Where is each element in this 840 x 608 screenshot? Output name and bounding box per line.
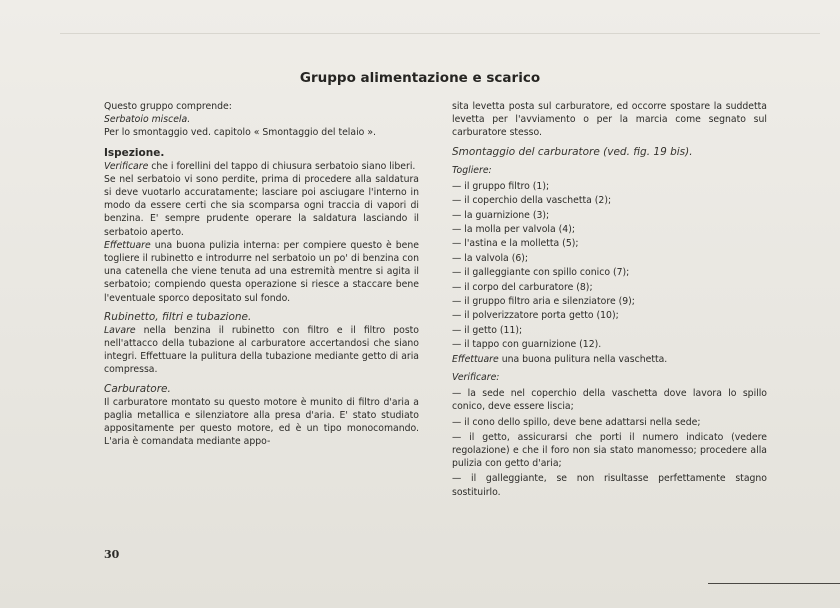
label-togliere: Togliere: [452,164,492,176]
heading-carburatore: Carburatore. [104,382,171,395]
left-column [104,100,419,448]
list-item: — il getto (11); [452,324,523,336]
top-shadow-line [60,33,820,34]
list-item: — il gruppo filtro (1); [452,180,550,192]
paragraph-perdite: Se nel serbatoio vi sono perdite, prima di procedere alla saldatura si deve vuotarlo accuratamente; lasciare poi asciugare l'interno in modo da essere certi che sia scomparsa ogni traccia di vapori di benzina. E' sempre prudente operare la saldatura lasciando il serbatoio aperto. [104,173,419,238]
list-item: — il getto, assicurarsi che porti il numero indicato (vedere regolazione) e che il foro non sia stato manomesso; procedere alla pulizia con getto d'aria; [452,431,767,470]
intro-line: Questo gruppo comprende: [104,101,232,112]
heading-ispezione: Ispezione. [104,146,165,159]
paragraph-continuation: sita levetta posta sul carburatore, ed occorre spostare la suddetta levetta per l'avviamento o per la marcia come segnato sul carburatore stesso. [452,101,767,139]
lead-word: Verificare [104,160,149,172]
page-title: Gruppo alimentazione e scarico [299,70,541,86]
intro-reference: Per lo smontaggio ved. capitolo « Smontaggio del telaio ». [104,127,376,139]
paragraph-effettuare [104,239,419,305]
list-item: — il cono dello spillo, deve bene adattarsi nella sede; [452,416,701,428]
list-item: — il corpo del carburatore (8); [452,281,593,293]
paragraph-lavare [104,324,419,377]
paragraph-text: una buona pulitura nella vaschetta. [498,353,668,365]
list-item: — il galleggiante con spillo conico (7); [452,267,630,279]
list-item: — il polverizzatore porta getto (10); [452,310,619,322]
paragraph-text: nella benzina il rubinetto con filtro e il filtro posto nell'attacco della tubazione al carburatore accertandosi che siano integri. Effettuare la pulitura della tubazione mediante getto di aria compressa. [104,324,419,376]
remove-list [452,180,767,353]
page-number: 30 [104,548,120,561]
list-item: — la sede nel coperchio della vaschetta dove lavora lo spillo conico, deve essere liscia; [452,388,767,413]
lead-word: Effettuare [452,353,499,365]
right-column [452,100,767,499]
lead-word: Effettuare [104,239,151,251]
heading-rubinetto: Rubinetto, filtri e tubazione. [104,310,252,323]
list-item: — il tappo con guarnizione (12). [452,339,602,351]
list-item: — la valvola (6); [452,252,528,264]
paragraph-text: che i forellini del tappo di chiusura serbatoio siano liberi. [148,160,416,172]
list-item: — la guarnizione (3); [452,209,550,221]
lead-word: Lavare [104,324,136,336]
bottom-rule [708,583,840,584]
paragraph-carburatore: Il carburatore montato su questo motore è munito di filtro d'aria a paglia metallica e silenziatore alla presa d'aria. E' stato studiato appositamente per questo motore, ed è un tipo monocomando. L'aria è comandata mediante appo- [104,396,419,448]
list-item: — la molla per valvola (4); [452,224,575,236]
paragraph-effettuare-pulitura [452,353,767,366]
list-item: — il galleggiante, se non risultasse perfettamente stagno sostituirlo. [452,473,767,498]
paragraph-text: una buona pulizia interna: per compiere questo è bene togliere il rubinetto e introdurre nel serbatoio un po' di benzina con una catenella che viene tenuta ad una estremità mentre si agita il serbatoio; compiendo questa operazione si riesce a staccare bene l'eventuale sporco depositato sul fondo. [104,239,419,304]
intro-item: Serbatoio miscela. [104,114,191,126]
list-item: — il gruppo filtro aria e silenziatore (9); [452,296,635,308]
check-list [452,387,767,499]
label-verificare: Verificare: [452,371,500,383]
paragraph-verificare [104,160,419,173]
heading-smontaggio: Smontaggio del carburatore (ved. fig. 19 bis). [452,145,693,158]
list-item: — il coperchio della vaschetta (2); [452,195,612,207]
list-item: — l'astina e la molletta (5); [452,238,579,250]
